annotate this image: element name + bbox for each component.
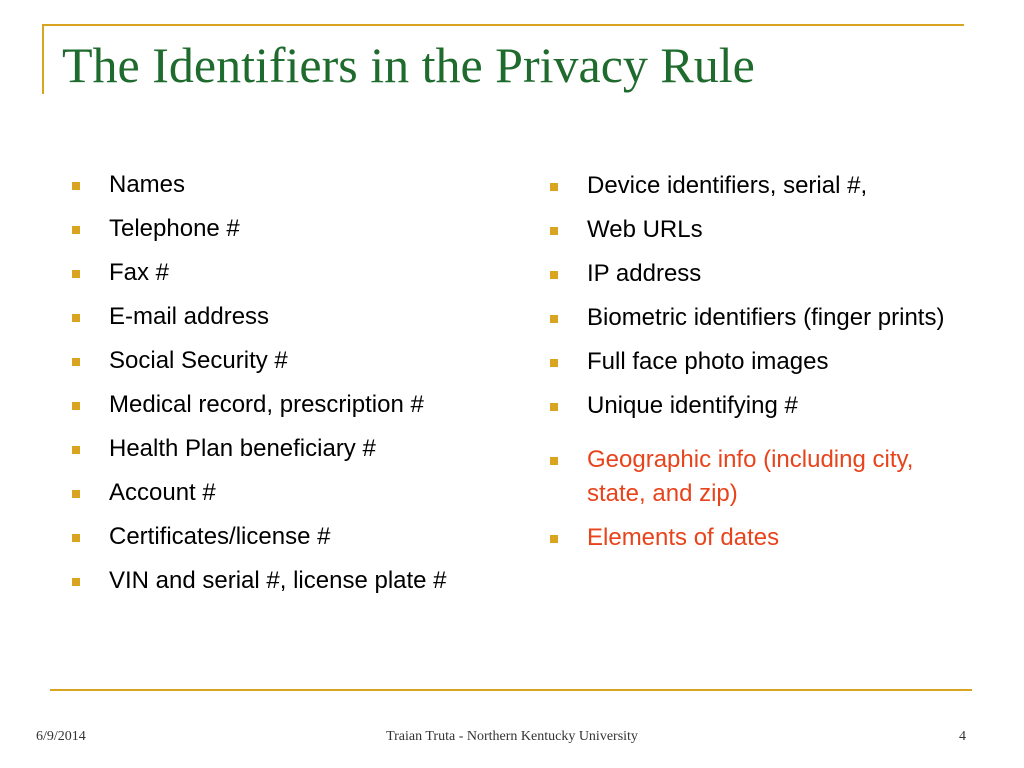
- list-item: [72, 168, 532, 202]
- page-number: 4: [959, 729, 966, 744]
- slide-frame-left-line: [42, 24, 44, 94]
- list-item-text: Health Plan beneficiary #: [109, 435, 376, 462]
- list-item-highlighted: [550, 521, 950, 555]
- square-bullet-icon: [72, 446, 80, 454]
- square-bullet-icon: [72, 182, 80, 190]
- list-item-text: VIN and serial #, license plate #: [109, 567, 447, 594]
- square-bullet-icon: [72, 578, 80, 586]
- list-item-text: Certificates/license #: [109, 523, 331, 550]
- list-item-text: Device identifiers, serial #,: [587, 172, 868, 199]
- list-item: [72, 520, 532, 554]
- footer-divider: [50, 689, 972, 691]
- square-bullet-icon: [550, 457, 558, 465]
- square-bullet-icon: [72, 402, 80, 410]
- list-item-text: Full face photo images: [587, 348, 829, 375]
- square-bullet-icon: [550, 359, 558, 367]
- list-item: [72, 564, 532, 598]
- list-item: [72, 256, 532, 290]
- square-bullet-icon: [72, 534, 80, 542]
- square-bullet-icon: [72, 490, 80, 498]
- square-bullet-icon: [550, 315, 558, 323]
- list-item: [72, 432, 532, 466]
- list-item-text: Biometric identifiers (finger prints): [587, 304, 945, 331]
- list-item-text: Medical record, prescription #: [109, 391, 424, 418]
- list-item: [550, 213, 950, 247]
- list-item-text: Social Security #: [109, 347, 288, 374]
- square-bullet-icon: [550, 271, 558, 279]
- square-bullet-icon: [72, 226, 80, 234]
- list-item-highlighted: [550, 443, 950, 511]
- list-item-text: Telephone #: [109, 215, 240, 242]
- square-bullet-icon: [550, 403, 558, 411]
- list-item: [550, 389, 950, 423]
- list-item-text: Web URLs: [587, 216, 703, 243]
- square-bullet-icon: [550, 535, 558, 543]
- identifier-list-right: [550, 169, 950, 565]
- list-item: [550, 257, 950, 291]
- footer-date: 6/9/2014: [36, 729, 86, 744]
- footer-author: Traian Truta - Northern Kentucky University: [386, 729, 638, 744]
- square-bullet-icon: [72, 358, 80, 366]
- square-bullet-icon: [550, 227, 558, 235]
- square-bullet-icon: [72, 270, 80, 278]
- list-item-text: Names: [109, 171, 186, 198]
- list-item: [72, 388, 532, 422]
- list-item-text: Unique identifying #: [587, 392, 798, 419]
- identifier-list-left: [72, 168, 532, 608]
- list-item: [550, 169, 950, 203]
- list-item-text: E-mail address: [109, 303, 270, 330]
- slide-frame-top-line: [42, 24, 964, 26]
- list-item: [550, 301, 950, 335]
- list-item-text: Account #: [109, 479, 216, 506]
- list-item: [72, 344, 532, 378]
- list-item-text: Fax #: [109, 259, 170, 286]
- list-item: [72, 476, 532, 510]
- list-item: [550, 345, 950, 379]
- square-bullet-icon: [550, 183, 558, 191]
- list-item: [72, 212, 532, 246]
- list-item-text: Geographic info (including city, state, and zip): [587, 446, 914, 507]
- list-item: [72, 300, 532, 334]
- list-item-text: Elements of dates: [587, 524, 780, 551]
- slide-title: The Identifiers in the Privacy Rule: [62, 37, 755, 93]
- square-bullet-icon: [72, 314, 80, 322]
- list-item-text: IP address: [587, 260, 702, 287]
